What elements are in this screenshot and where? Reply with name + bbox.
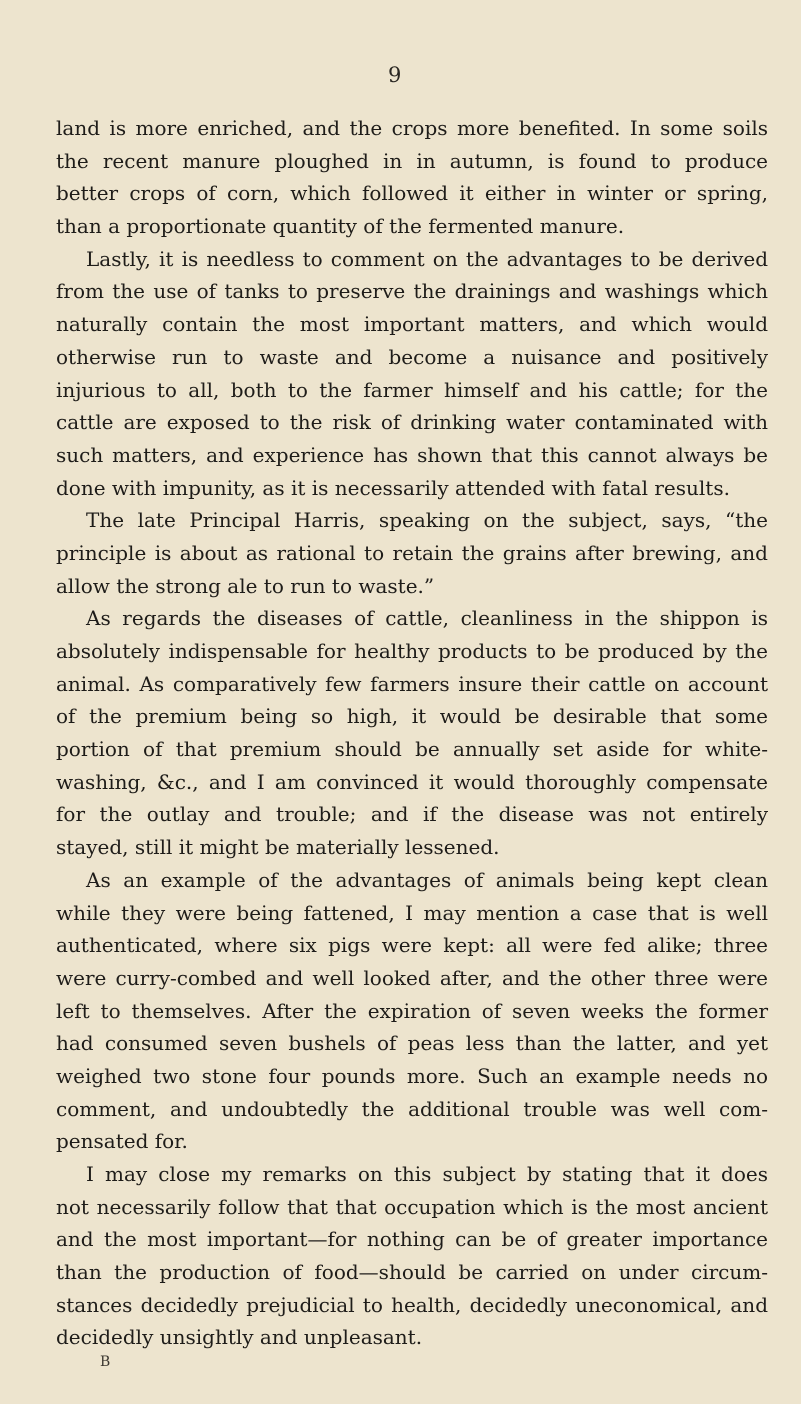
text-line: authenticated, where six pigs were kept: all were fed alike; three (56, 933, 768, 958)
text-line: absolutely indispensable for healthy products to be produced by the (56, 639, 768, 663)
text-line: principle is about as rational to retain the grains after brewing, and (56, 540, 768, 565)
text-line: cattle are exposed to the risk of drinking water contaminated with (56, 410, 768, 435)
paragraph-5 (56, 864, 768, 1158)
text-line: for the outlay and trouble; and if the disease was not entirely (56, 802, 768, 827)
text-line: land is more enriched, and the crops more benefited. In some soils (56, 116, 768, 140)
text-line: better crops of corn, which followed it either in winter or spring, (56, 181, 768, 206)
text-line: from the use of tanks to preserve the drainings and washings which (56, 279, 768, 304)
paragraph-2 (56, 243, 768, 505)
text-line: and the most important—for nothing can be of greater importance (56, 1227, 768, 1252)
text-line: I may close my remarks on this subject by stating that it does (86, 1162, 768, 1186)
text-line: naturally contain the most important matters, and which would (56, 312, 768, 337)
text-line: decidedly unsightly and unpleasant. (56, 1325, 423, 1350)
text-line: not necessarily follow that that occupation which is the most ancient (56, 1194, 768, 1219)
text-line: pensated for. (56, 1129, 188, 1154)
text-line: stayed, still it might be materially lessened. (56, 835, 500, 860)
text-line: The late Principal Harris, speaking on the subject, says, “the (86, 508, 768, 533)
text-line: otherwise run to waste and become a nuisance and positively (56, 344, 768, 369)
text-line: injurious to all, both to the farmer himself and his cattle; for the (56, 377, 768, 402)
text-line: were curry-combed and well looked after, and the other three were (56, 965, 768, 990)
text-line: Lastly, it is needless to comment on the advantages to be derived (86, 246, 768, 271)
text-line: As regards the diseases of cattle, cleanliness in the shippon is (86, 606, 768, 631)
text-line: than a proportionate quantity of the fermented manure. (56, 214, 625, 239)
text-line: while they were being fattened, I may mention a case that is well (56, 900, 768, 925)
text-line: the recent manure ploughed in in autumn, is found to produce (56, 148, 768, 173)
text-line: of the premium being so high, it would be desirable that some (56, 704, 768, 729)
text-line: done with impunity, as it is necessarily attended with fatal results. (56, 475, 730, 500)
text-line: allow the strong ale to run to waste.” (56, 573, 435, 598)
text-line: left to themselves. After the expiration of seven weeks the former (56, 998, 768, 1023)
text-line: As an example of the advantages of animals being kept clean (86, 867, 768, 892)
text-line: animal. As comparatively few farmers insure their cattle on account (56, 671, 768, 696)
text-line: such matters, and experience has shown that this cannot always be (56, 442, 768, 467)
paragraph-3 (56, 504, 768, 602)
paragraph-6 (56, 1158, 768, 1354)
page-number: 9 (388, 63, 402, 87)
paragraph-4 (56, 602, 768, 864)
text-line: portion of that premium should be annually set aside for white- (56, 737, 768, 762)
text-line: stances decidedly prejudicial to health, decidedly uneconomical, and (56, 1292, 768, 1317)
text-line: washing, &c., and I am convinced it would thoroughly compensate (56, 769, 768, 794)
signature-mark: B (100, 1354, 111, 1370)
text-line: than the production of food—should be carried on under circum- (56, 1260, 768, 1285)
text-line: had consumed seven bushels of peas less than the latter, and yet (56, 1031, 768, 1056)
text-line: comment, and undoubtedly the additional trouble was well com- (56, 1096, 768, 1121)
text-line: weighed two stone four pounds more. Such an example needs no (56, 1063, 768, 1088)
body-text (56, 112, 768, 1354)
paragraph-1 (56, 112, 768, 243)
